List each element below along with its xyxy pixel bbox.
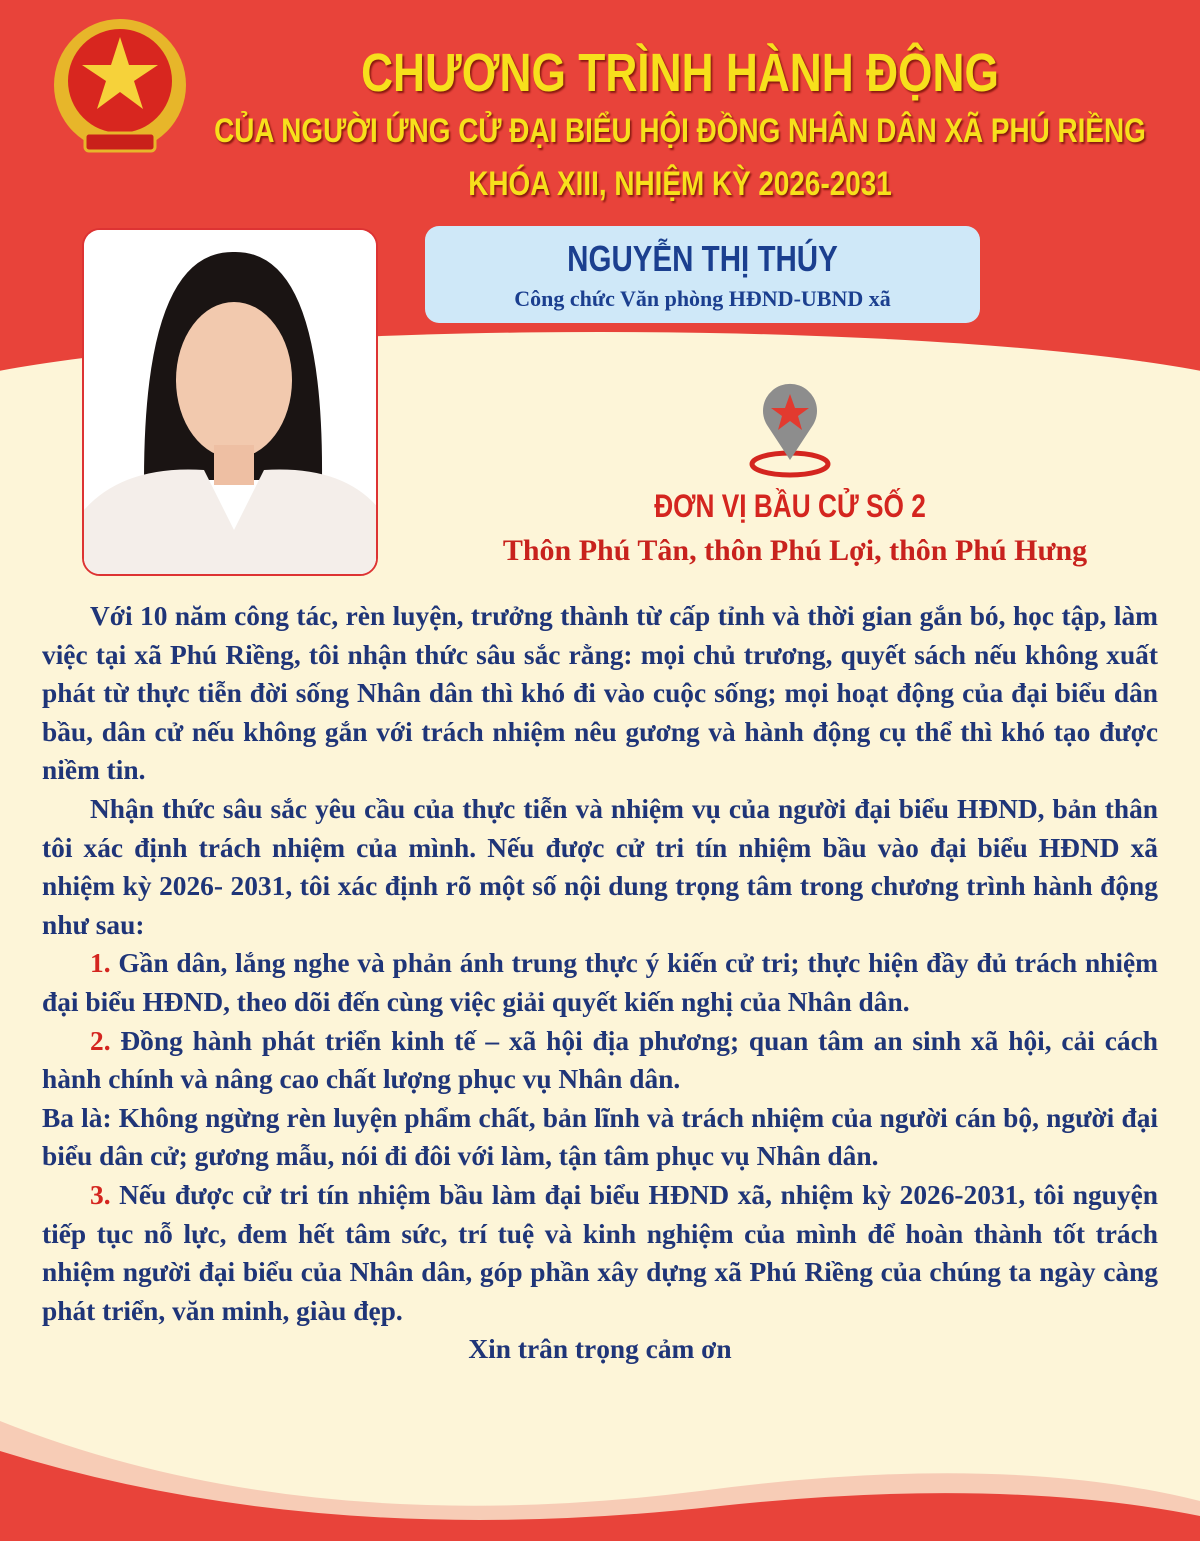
poster-term: KHÓA XIII, NHIỆM KỲ 2026-2031 [468,165,892,203]
national-emblem-icon [50,15,190,170]
commitment-item-2 [42,1022,1158,1099]
electoral-unit-title: ĐƠN VỊ BẦU CỬ SỐ 2 [654,488,926,524]
poster-subtitle: CỦA NGƯỜI ỨNG CỬ ĐẠI BIỂU HỘI ĐỒNG NHÂN DÂN XÃ PHÚ RIỀNG [214,112,1146,150]
item-text: Nếu được cử tri tín nhiệm bầu làm đại biểu HĐND xã, nhiệm kỳ 2026-2031, tôi nguyện tiếp tục nỗ lực, đem hết tâm sức, trí tuệ và kinh nghiệm của mình để hoàn thành tốt trách nhiệm người đại biểu của Nhân dân, góp phần xây dựng xã Phú Riềng của chúng ta ngày càng phát triển, văn minh, giàu đẹp. [42,1179,1158,1326]
item-number: 2. [90,1025,111,1056]
candidate-role: Công chức Văn phòng HĐND-UBND xã [514,286,891,311]
commitment-item-3 [42,1176,1158,1330]
electoral-unit-villages: Thôn Phú Tân, thôn Phú Lợi, thôn Phú Hưng [502,534,1088,567]
commitment-item-third: Ba là: Không ngừng rèn luyện phẩm chất, bản lĩnh và trách nhiệm của người cán bộ, người đại biểu dân cử; gương mẫu, nói đi đôi với làm, tận tâm phục vụ Nhân dân. [42,1102,1158,1172]
candidate-photo [82,228,378,576]
item-number: 3. [90,1179,111,1210]
candidate-name-box [425,226,980,323]
intro-paragraph: Với 10 năm công tác, rèn luyện, trưởng thành từ cấp tỉnh và thời gian gắn bó, học tập, làm việc tại xã Phú Riềng, tôi nhận thức sâu sắc rằng: mọi chủ trương, quyết sách nếu không xuất phát từ thực tiễn đời sống Nhân dân thì khó đi vào cuộc sống; mọi hoạt động của đại biểu dân bầu, dân cử nếu không gắn với trách nhiệm nêu gương và hành động cụ thể thì khó tạo được niềm tin. [42,601,1158,786]
bottom-wave-decoration [0,1401,1200,1541]
item-number: 1. [90,948,111,979]
item-text: Đồng hành phát triển kinh tế – xã hội địa phương; quan tâm an sinh xã hội, cải cách hành chính và nâng cao chất lượng phục vụ Nhân dân. [42,1025,1158,1095]
item-text: Gần dân, lắng nghe và phản ánh trung thực ý kiến cử tri; thực hiện đầy đủ trách nhiệm đại biểu HĐND, theo dõi đến cùng việc giải quyết kiến nghị của Nhân dân. [42,948,1158,1017]
poster-title: CHƯƠNG TRÌNH HÀNH ĐỘNG [361,43,999,103]
location-pin-icon [745,380,835,480]
candidate-name: NGUYỄN THỊ THÚY [567,238,838,279]
action-program-body [42,597,1158,1369]
commitment-paragraph: Nhận thức sâu sắc yêu cầu của thực tiễn và nhiệm vụ của người đại biểu HĐND, bản thân tôi xác định trách nhiệm của mình. Nếu được cử tri tín nhiệm bầu vào đại biểu HĐND xã nhiệm kỳ 2026- 2031, tôi xác định rõ một số nội dung trọng tâm trong chương trình hành động như sau: [42,793,1158,940]
closing-thanks: Xin trân trọng cảm ơn [468,1334,732,1365]
commitment-item-1 [42,944,1158,1021]
